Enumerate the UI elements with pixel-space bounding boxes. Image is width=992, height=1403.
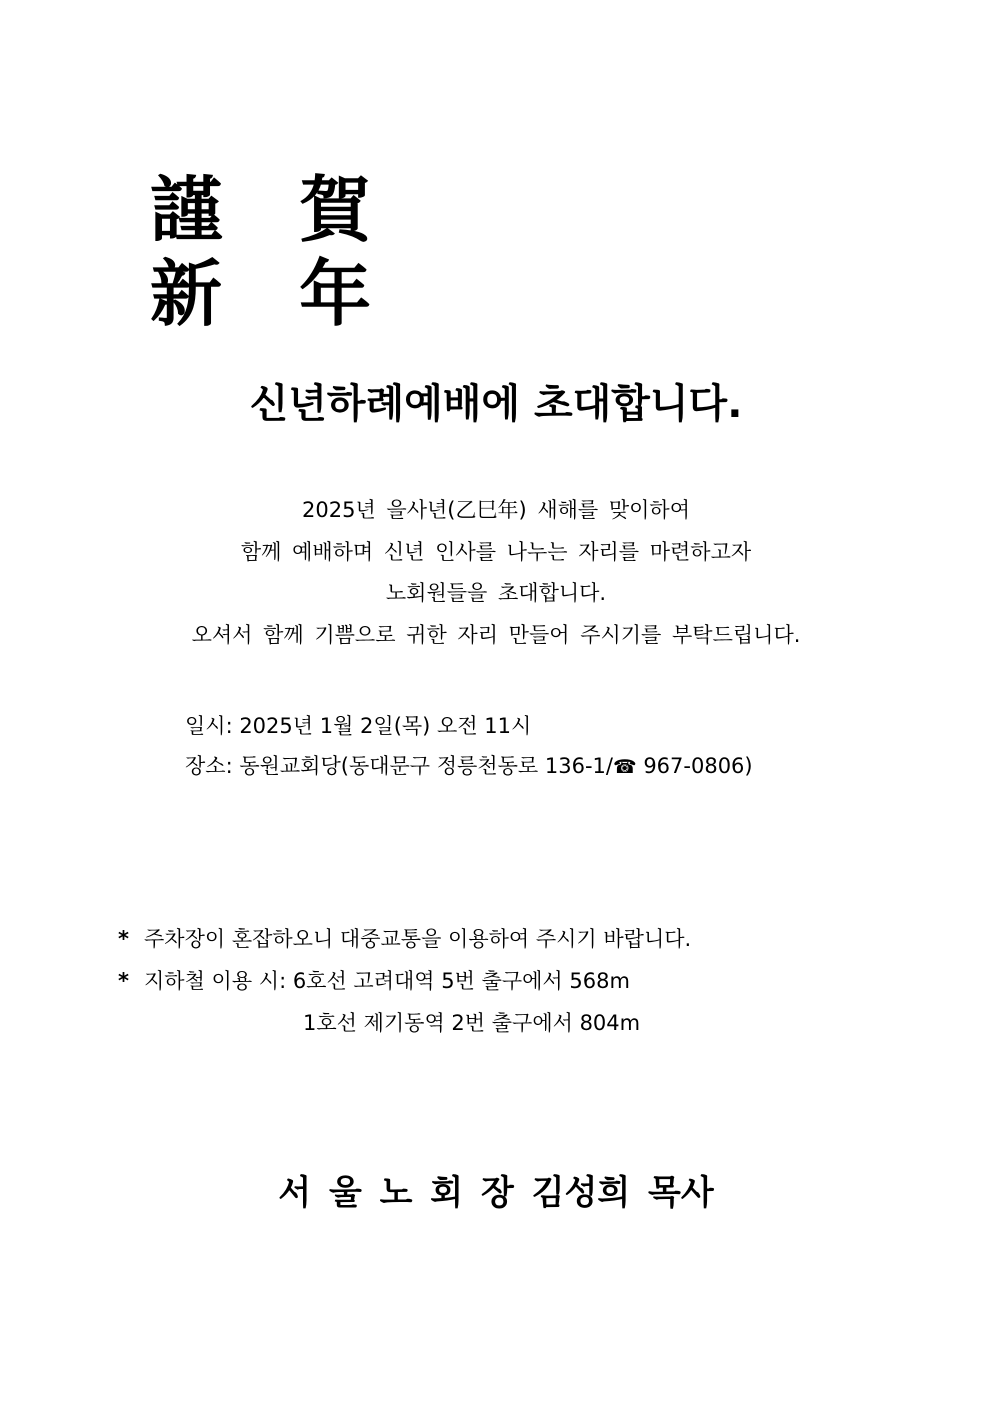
hanja-line-1: 謹 賀 [150,167,398,252]
event-place-phone: 967-0806) [636,754,753,778]
bullet-icon: * [118,969,129,993]
note-subway [118,960,691,1002]
hanja-greeting [150,167,398,336]
event-datetime: 일시: 2025년 1월 2일(목) 오전 11시 [185,714,532,738]
invitation-line-1: 2025년 을사년(乙巳年) 새해를 맞이하여 [302,498,690,522]
note-parking [118,918,691,960]
event-place-address: 장소: 동원교회당(동대문구 정릉천동로 136-1/ [185,754,613,778]
invitation-text [0,490,992,656]
hanja-line-2: 新 年 [150,251,398,336]
invitation-line-2: 함께 예배하며 신년 인사를 나누는 자리를 마련하고자 [240,539,752,564]
notes-section [118,918,691,1044]
event-details [185,706,753,787]
bullet-icon: * [118,927,129,951]
page-title: 신년하례예배에 초대합니다. [249,381,743,427]
note-parking-text: 주차장이 혼잡하오니 대중교통을 이용하여 주시기 바랍니다. [144,927,692,951]
note-subway-line6: 지하철 이용 시: 6호선 고려대역 5번 출구에서 568m [144,969,630,993]
invitation-line-3: 노회원들을 초대합니다. [385,581,607,605]
note-subway-line1: 1호선 제기동역 2번 출구에서 804m [303,1011,641,1035]
signature: 서 울 노 회 장 김성희 목사 [278,1173,714,1213]
phone-icon: ☎ [612,756,637,778]
invitation-line-4: 오셔서 함께 기쁨으로 귀한 자리 만들어 주시기를 부탁드립니다. [191,622,801,647]
event-place [185,746,753,787]
